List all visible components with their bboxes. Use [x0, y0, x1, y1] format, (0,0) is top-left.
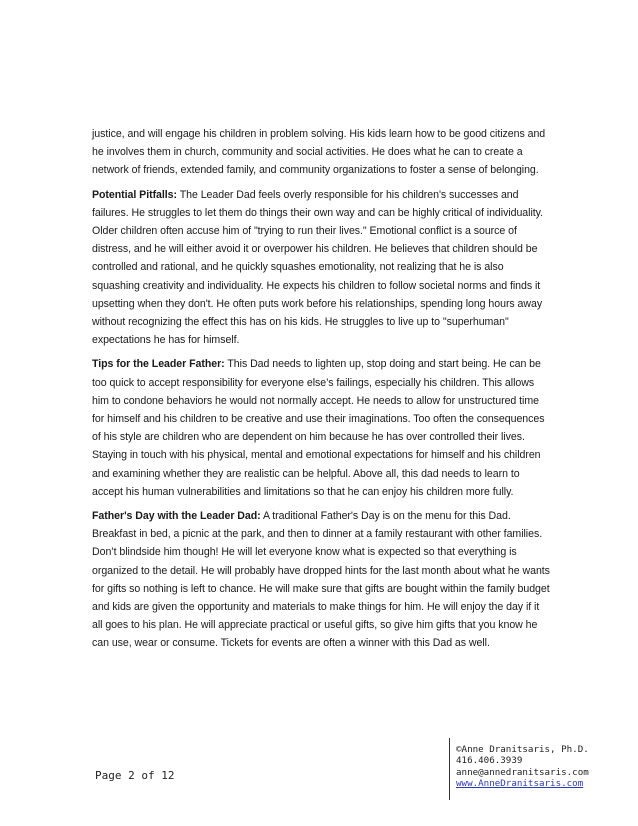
- heading-potential-pitfalls: Potential Pitfalls:: [92, 188, 177, 201]
- contact-email[interactable]: anne@annedranitsaris.com: [456, 766, 589, 778]
- heading-fathers-day: Father's Day with the Leader Dad:: [92, 510, 261, 523]
- heading-tips: Tips for the Leader Father:: [92, 358, 225, 371]
- paragraph-potential-pitfalls: [92, 186, 550, 350]
- paragraph-tips-text: This Dad needs to lighten up, stop doing and start being. He can be too quick to accept responsibility for everyone else’s failings, especially his children. This allows him to condone behaviors he would not normally accept. He needs to allow for unstructured time for himself and his children to be creative and use their imaginations. Too often the consequences of his style are children who are dependent on him because he has over controlled their lives. Staying in touch with his physical, mental and emotional expectations for himself and his children and examining whether they are realistic can be helpful. Above all, this dad needs to learn to accept his human vulnerabilities and limitations so that he can enjoy his children more fully.: [92, 358, 545, 498]
- page-number: Page 2 of 12: [95, 769, 175, 782]
- paragraph-fathers-day-text: A traditional Father's Day is on the menu for this Dad. Breakfast in bed, a picnic at the park, and then to dinner at a family restaurant with other families. Don’t blindside him though! He will let everyone know what is expected so that everything is organized to the detail. He will probably have dropped hints for the last month about what he wants for gifts so nothing is left to chance. He will make sure that gifts are bought within the family budget and kids are given the opportunity and materials to make things for him. He will enjoy the day if it all goes to his plan. He will appreciate practical or useful gifts, so give him gifts that you know he can use, wear or consume. Tickets for events are often a winner with this Dad as well.: [92, 510, 550, 650]
- contact-website-link[interactable]: www.AnneDranitsaris.com: [456, 778, 584, 790]
- document-body: [92, 125, 550, 659]
- paragraph-intro: [92, 125, 550, 180]
- contact-phone: 416.406.3939: [456, 755, 523, 767]
- footer-divider: [449, 738, 450, 800]
- paragraph-fathers-day: [92, 507, 550, 653]
- paragraph-potential-pitfalls-text: The Leader Dad feels overly responsible for his children's successes and failures. He struggles to let them do things their own way and can be highly critical of individuality. Older children often accuse him of "trying to run their lives." Emotional conflict is a source of distress, and he will either avoid it or overpower his children. He believes that children should be controlled and rational, and he quickly squashes emotionality, not realizing that he is also squashing creativity and individuality. He expects his children to follow societal norms and finds it upsetting when they don't. He often puts work before his relationships, spending long hours away without recognizing the effect this has on his kids. He struggles to live up to "superhuman" expectations he has for himself.: [92, 188, 544, 347]
- paragraph-tips: [92, 355, 550, 501]
- paragraph-intro-text: justice, and will engage his children in problem solving. His kids learn how to be good citizens and he involves them in church, community and social activities. He does what he can to create a network of friends, extended family, and community organizations to foster a sense of belonging.: [92, 128, 546, 177]
- footer-contact-block: [456, 744, 596, 790]
- contact-name: ©Anne Dranitsaris, Ph.D.: [456, 744, 589, 755]
